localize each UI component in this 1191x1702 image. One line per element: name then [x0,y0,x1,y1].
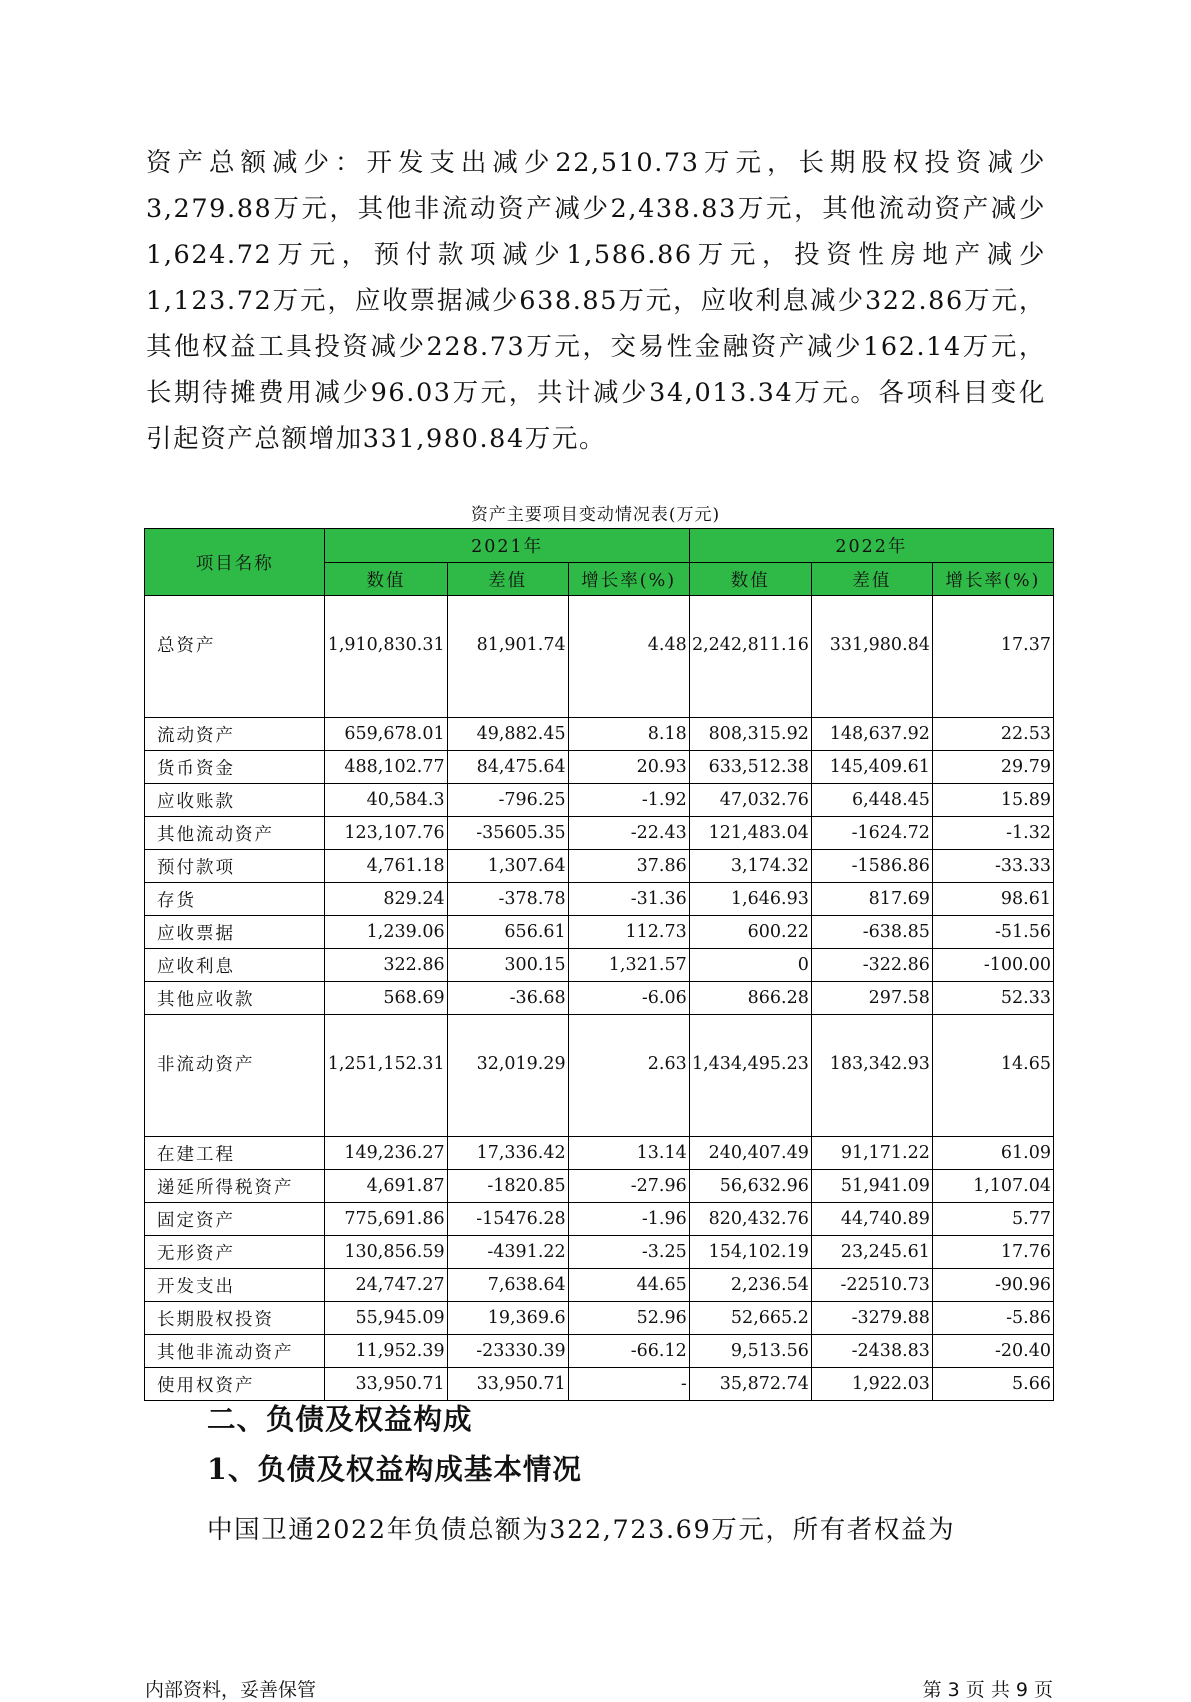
cell-g2022: -100.00 [932,949,1053,982]
table-row [145,596,1054,718]
cell-v2022: 3,174.32 [689,850,811,883]
header-year-2021: 2021年 [325,529,689,563]
cell-v2022: 52,665.2 [689,1302,811,1335]
cell-v2021: 130,856.59 [325,1236,447,1269]
cell-d2021: 84,475.64 [447,751,568,784]
cell-g2021: -22.43 [568,817,689,850]
cell-v2021: 55,945.09 [325,1302,447,1335]
table-caption: 资产主要项目变动情况表(万元) [470,505,721,525]
table-row [145,982,1054,1015]
table-row [145,916,1054,949]
header-growth-2021: 增长率(%) [568,563,689,596]
table-row [145,1368,1054,1401]
cell-d2022: 297.58 [811,982,932,1015]
cell-d2022: 91,171.22 [811,1137,932,1170]
cell-v2022: 154,102.19 [689,1236,811,1269]
cell-v2021: 1,239.06 [325,916,447,949]
cell-g2021: -66.12 [568,1335,689,1368]
table-row [145,883,1054,916]
cell-d2022: 183,342.93 [811,1015,932,1137]
cell-v2021: 123,107.76 [325,817,447,850]
cell-g2022: 5.77 [932,1203,1053,1236]
cell-d2021: 17,336.42 [447,1137,568,1170]
cell-v2022: 2,242,811.16 [689,596,811,718]
cell-d2022: -22510.73 [811,1269,932,1302]
cell-d2022: 51,941.09 [811,1170,932,1203]
cell-d2022: 145,409.61 [811,751,932,784]
cell-g2021: 112.73 [568,916,689,949]
cell-v2021: 775,691.86 [325,1203,447,1236]
table-row [145,850,1054,883]
cell-v2022: 121,483.04 [689,817,811,850]
cell-v2021: 24,747.27 [325,1269,447,1302]
cell-g2022: 17.76 [932,1236,1053,1269]
section-heading: 二、负债及权益构成 [207,1402,473,1436]
cell-d2022: 1,922.03 [811,1368,932,1401]
cell-g2022: 98.61 [932,883,1053,916]
row-item-name: 存货 [145,883,325,916]
cell-v2022: 808,315.92 [689,718,811,751]
cell-g2021: -1.92 [568,784,689,817]
cell-g2021: 37.86 [568,850,689,883]
cell-d2022: -322.86 [811,949,932,982]
cell-g2021: -31.36 [568,883,689,916]
table-row [145,784,1054,817]
cell-g2022: 1,107.04 [932,1170,1053,1203]
header-value-2022: 数值 [689,563,811,596]
cell-g2021: -27.96 [568,1170,689,1203]
cell-d2021: 300.15 [447,949,568,982]
cell-d2021: 32,019.29 [447,1015,568,1137]
row-item-name: 其他流动资产 [145,817,325,850]
row-item-name: 使用权资产 [145,1368,325,1401]
cell-g2022: 52.33 [932,982,1053,1015]
cell-v2021: 40,584.3 [325,784,447,817]
cell-v2022: 633,512.38 [689,751,811,784]
cell-v2021: 1,910,830.31 [325,596,447,718]
row-item-name: 应收利息 [145,949,325,982]
cell-d2022: 817.69 [811,883,932,916]
cell-d2021: -4391.22 [447,1236,568,1269]
cell-g2022: 29.79 [932,751,1053,784]
cell-g2022: 14.65 [932,1015,1053,1137]
cell-v2021: 1,251,152.31 [325,1015,447,1137]
row-item-name: 其他非流动资产 [145,1335,325,1368]
cell-g2022: -51.56 [932,916,1053,949]
cell-v2022: 1,434,495.23 [689,1015,811,1137]
cell-g2022: 22.53 [932,718,1053,751]
table-row [145,1137,1054,1170]
header-value-2021: 数值 [325,563,447,596]
cell-v2021: 322.86 [325,949,447,982]
row-item-name: 无形资产 [145,1236,325,1269]
table-row [145,1302,1054,1335]
row-item-name: 总资产 [145,596,325,718]
row-item-name: 固定资产 [145,1203,325,1236]
cell-v2022: 0 [689,949,811,982]
cell-v2022: 56,632.96 [689,1170,811,1203]
table-row [145,1015,1054,1137]
row-item-name: 长期股权投资 [145,1302,325,1335]
table-row [145,817,1054,850]
row-item-name: 在建工程 [145,1137,325,1170]
cell-v2021: 33,950.71 [325,1368,447,1401]
cell-d2022: 148,637.92 [811,718,932,751]
table-row [145,1335,1054,1368]
cell-g2021: 2.63 [568,1015,689,1137]
cell-g2022: 61.09 [932,1137,1053,1170]
table-row [145,1269,1054,1302]
table-row [145,751,1054,784]
cell-g2021: 52.96 [568,1302,689,1335]
cell-v2022: 2,236.54 [689,1269,811,1302]
header-diff-2021: 差值 [447,563,568,596]
cell-v2021: 4,691.87 [325,1170,447,1203]
cell-d2021: 19,369.6 [447,1302,568,1335]
cell-g2022: -90.96 [932,1269,1053,1302]
footer-page-number: 第 3 页 共 9 页 [922,1679,1053,1701]
cell-d2022: 6,448.45 [811,784,932,817]
cell-d2021: 7,638.64 [447,1269,568,1302]
cell-g2022: 17.37 [932,596,1053,718]
row-item-name: 货币资金 [145,751,325,784]
cell-v2021: 659,678.01 [325,718,447,751]
cell-d2021: -15476.28 [447,1203,568,1236]
cell-g2021: -6.06 [568,982,689,1015]
table-row [145,1170,1054,1203]
row-item-name: 应收票据 [145,916,325,949]
cell-v2022: 1,646.93 [689,883,811,916]
row-item-name: 流动资产 [145,718,325,751]
table-row [145,718,1054,751]
cell-d2021: 33,950.71 [447,1368,568,1401]
row-item-name: 递延所得税资产 [145,1170,325,1203]
cell-d2022: 23,245.61 [811,1236,932,1269]
cell-d2021: 81,901.74 [447,596,568,718]
cell-d2022: -638.85 [811,916,932,949]
header-growth-2022: 增长率(%) [932,563,1053,596]
table-row [145,949,1054,982]
cell-v2022: 47,032.76 [689,784,811,817]
cell-v2022: 600.22 [689,916,811,949]
cell-d2021: 1,307.64 [447,850,568,883]
cell-g2021: -3.25 [568,1236,689,1269]
cell-v2021: 568.69 [325,982,447,1015]
cell-g2021: -1.96 [568,1203,689,1236]
cell-d2022: -3279.88 [811,1302,932,1335]
cell-d2021: -23330.39 [447,1335,568,1368]
cell-g2022: -33.33 [932,850,1053,883]
body-paragraph: 资产总额减少：开发支出减少22,510.73万元，长期股权投资减少3,279.88万元，其他非流动资产减少2,438.83万元，其他流动资产减少1,624.72万元，预付款项减少1,586.86万元，投资性房地产减少1,123.72万元，应收票据减少638.85万元，应收利息减少322.86万元，其他权益工具投资减少228.73万元，交易性金融资产减少162.14万元，长期待摊费用减少96.03万元，共计减少34,013.34万元。各项科目变化引起资产总额增加331,980.84万元。 [146,148,1046,454]
cell-d2021: 49,882.45 [447,718,568,751]
cell-d2022: 331,980.84 [811,596,932,718]
cell-g2022: 5.66 [932,1368,1053,1401]
cell-d2021: -35605.35 [447,817,568,850]
cell-g2021: 8.18 [568,718,689,751]
cell-d2022: -1624.72 [811,817,932,850]
table-row [145,1236,1054,1269]
row-item-name: 其他应收款 [145,982,325,1015]
cell-v2021: 4,761.18 [325,850,447,883]
row-item-name: 应收账款 [145,784,325,817]
cell-g2022: 15.89 [932,784,1053,817]
header-item-name: 项目名称 [145,529,325,596]
cell-v2022: 240,407.49 [689,1137,811,1170]
cell-v2021: 149,236.27 [325,1137,447,1170]
cell-g2021: - [568,1368,689,1401]
table-row [145,1203,1054,1236]
cell-v2022: 9,513.56 [689,1335,811,1368]
cell-g2021: 4.48 [568,596,689,718]
cell-d2021: -36.68 [447,982,568,1015]
cell-v2021: 11,952.39 [325,1335,447,1368]
cell-d2021: -378.78 [447,883,568,916]
cell-v2021: 488,102.77 [325,751,447,784]
row-item-name: 非流动资产 [145,1015,325,1137]
cell-v2022: 35,872.74 [689,1368,811,1401]
footer-confidential-note: 内部资料，妥善保管 [145,1679,317,1701]
cell-g2021: 1,321.57 [568,949,689,982]
cell-d2021: -796.25 [447,784,568,817]
asset-change-table [144,528,1054,1401]
cell-d2022: 44,740.89 [811,1203,932,1236]
cell-v2022: 820,432.76 [689,1203,811,1236]
cell-d2022: -2438.83 [811,1335,932,1368]
cell-g2022: -5.86 [932,1302,1053,1335]
header-diff-2022: 差值 [811,563,932,596]
cell-v2021: 829.24 [325,883,447,916]
cell-d2021: 656.61 [447,916,568,949]
cell-g2021: 44.65 [568,1269,689,1302]
cell-g2021: 13.14 [568,1137,689,1170]
cell-g2022: -1.32 [932,817,1053,850]
cell-d2021: -1820.85 [447,1170,568,1203]
header-year-2022: 2022年 [689,529,1053,563]
cell-d2022: -1586.86 [811,850,932,883]
sub-heading: 1、负债及权益构成基本情况 [207,1452,582,1486]
cell-g2021: 20.93 [568,751,689,784]
row-item-name: 开发支出 [145,1269,325,1302]
row-item-name: 预付款项 [145,850,325,883]
liability-paragraph: 中国卫通2022年负债总额为322,723.69万元，所有者权益为 [207,1515,956,1545]
cell-v2022: 866.28 [689,982,811,1015]
cell-g2022: -20.40 [932,1335,1053,1368]
